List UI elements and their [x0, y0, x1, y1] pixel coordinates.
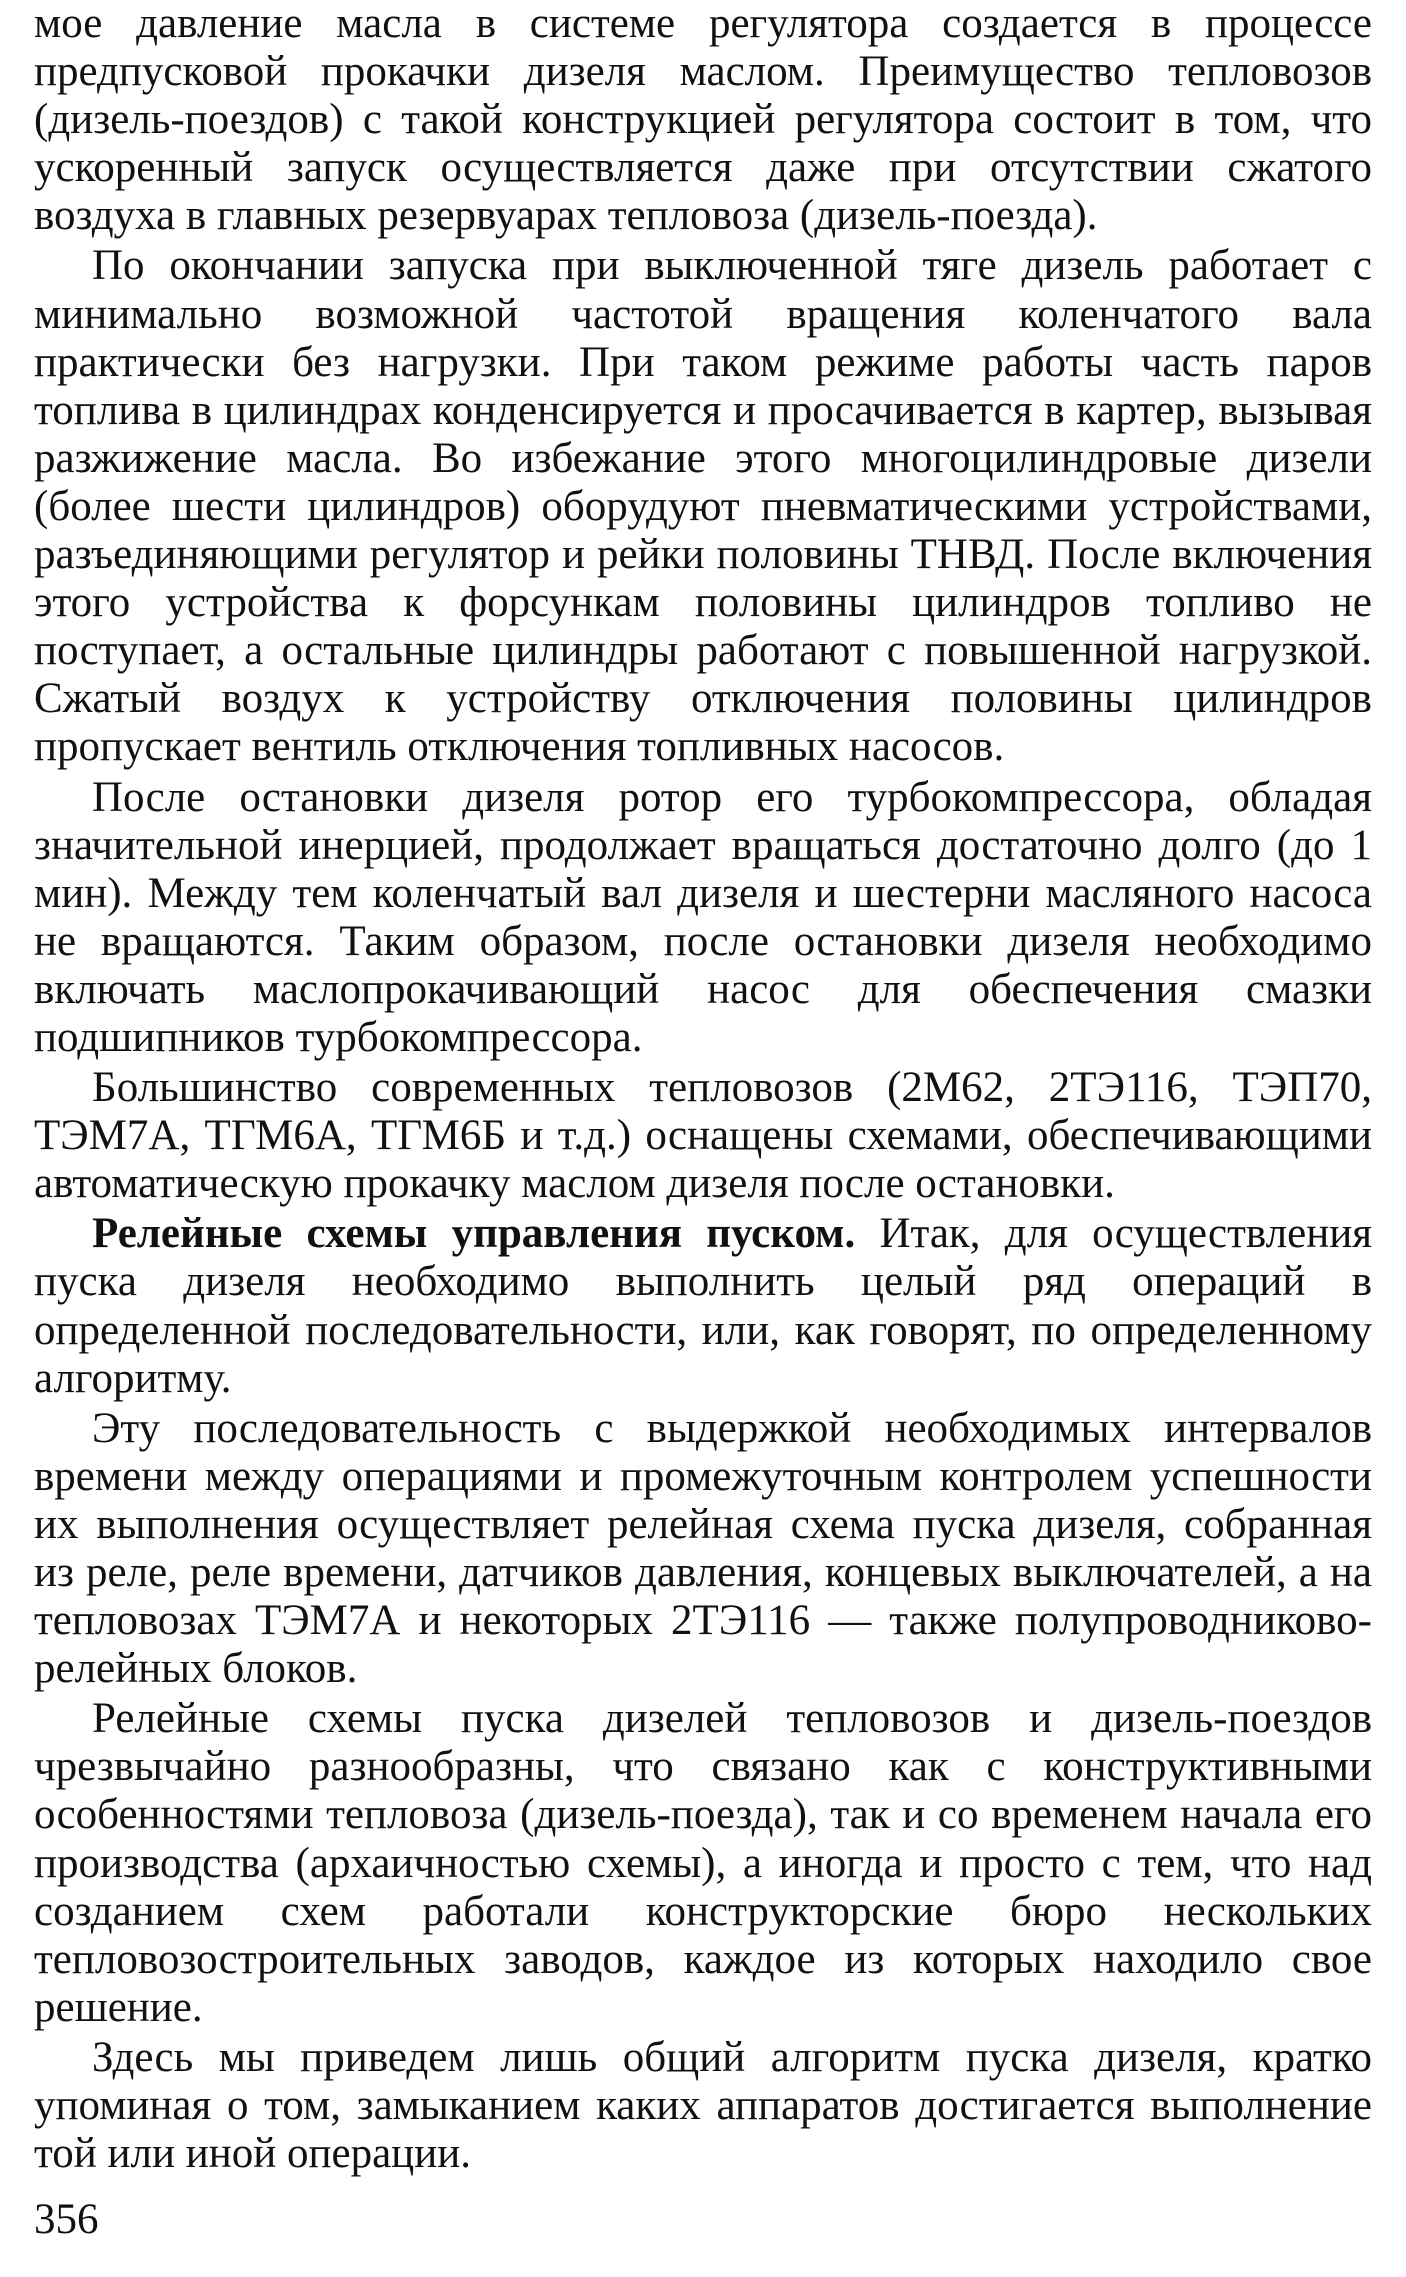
paragraph-5 [34, 1208, 1372, 1402]
paragraph-text: Итак, для осуществления пуска дизеля необходимо выполнить целый ряд операций в определенной последовательности, или, как говорят, по определенному алгоритму. [34, 1210, 1372, 1402]
book-page [34, 0, 1372, 2277]
paragraph-4 [34, 1062, 1372, 1208]
paragraph-text: Релейные схемы пуска дизелей тепловозов и дизель-поездов чрезвычайно разнообразны, что связано как с конструктивными особенностями тепловоза (дизель-поезда), так и со временем начала его производства (архаичностью схемы), а иногда и просто с тем, что над созданием схем работали конструкторские бюро нескольких тепловозостроительных заводов, каждое из которых находило свое решение. [34, 1695, 1372, 2031]
paragraph-2 [34, 240, 1372, 771]
paragraph-text: мое давление масла в системе регулятора создается в процессе предпусковой прокачки дизеля маслом. Преимущество тепловозов (дизель-поездов) с такой конструкцией регулятора состоит в том, что ускоренный запуск осуществляется даже при отсутствии сжатого воздуха в главных резервуарах тепловоза (дизель-поезда). [34, 0, 1372, 240]
paragraph-1 [34, 0, 1372, 240]
paragraph-text: Здесь мы приведем лишь общий алгоритм пуска дизеля, кратко упоминая о том, замыканием каких аппаратов достигается выполнение той или иной операции. [34, 2033, 1372, 2178]
section-run-in-heading: Релейные схемы управления пуском. [92, 1210, 856, 1258]
paragraph-3 [34, 772, 1372, 1063]
paragraph-text: Эту последовательность с выдержкой необходимых интервалов времени между операциями и промежуточным контролем успешности их выполнения осуществляет релейная схема пуска дизеля, собранная из реле, реле времени, датчиков давления, концевых выключателей, а на тепловозах ТЭМ7А и некоторых 2ТЭ116 — также полупроводниково-релейных блоков. [34, 1404, 1372, 1693]
paragraph-6 [34, 1403, 1372, 1694]
paragraph-8 [34, 2032, 1372, 2178]
paragraph-text: После остановки дизеля ротор его турбокомпрессора, обладая значительной инерцией, продолжает вращаться достаточно долго (до 1 мин). Между тем коленчатый вал дизеля и шестерни масляного насоса не вращаются. Таким образом, после остановки дизеля необходимо включать маслопрокачивающий насос для обеспечения смазки подшипников турбокомпрессора. [34, 773, 1372, 1061]
paragraph-text: Большинство современных тепловозов (2М62, 2ТЭ116, ТЭП70, ТЭМ7А, ТГМ6А, ТГМ6Б и т.д.) оснащены схемами, обеспечивающими автоматическую прокачку маслом дизеля после остановки. [34, 1064, 1372, 1208]
paragraph-text: По окончании запуска при выключенной тяге дизель работает с минимально возможной частотой вращения коленчатого вала практически без нагрузки. При таком режиме работы часть паров топлива в цилиндрах конденсируется и просачивается в картер, вызывая разжижение масла. Во избежание этого многоцилиндровые дизели (более шести цилиндров) оборудуют пневматическими устройствами, разъединяющими регулятор и рейки половины ТНВД. После включения этого устройства к форсункам половины цилиндров топливо не поступает, а остальные цилиндры работают с повышенной нагрузкой. Сжатый воздух к устройству отключения половины цилиндров пропускает вентиль отключения топливных насосов. [34, 242, 1372, 771]
page-number: 356 [34, 2196, 99, 2243]
paragraph-7 [34, 1693, 1372, 2032]
body-text [34, 0, 1372, 2178]
